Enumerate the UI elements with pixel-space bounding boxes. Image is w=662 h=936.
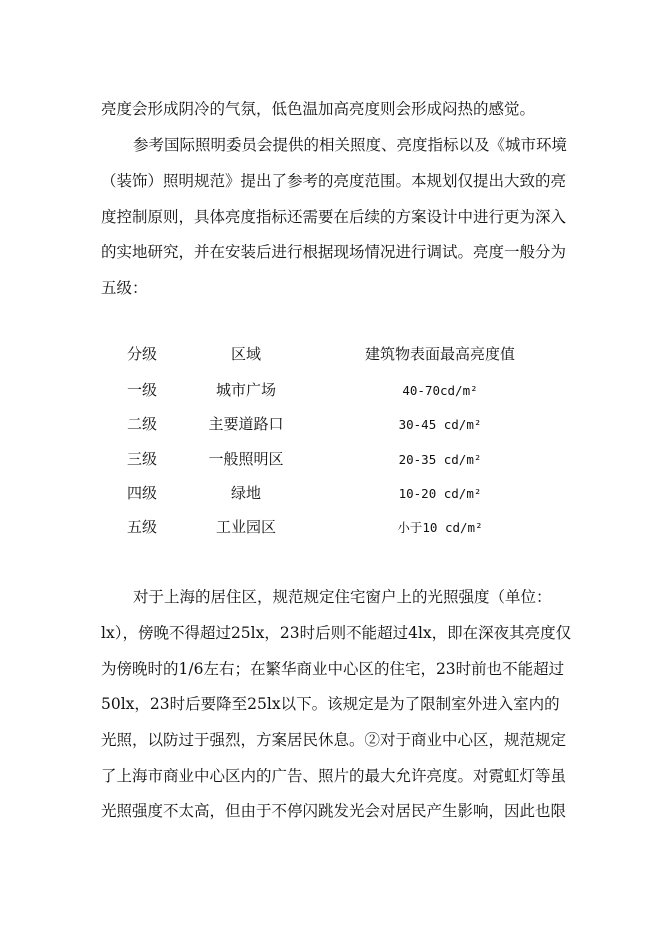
text-line: 对于上海的居住区，规范规定住宅窗户上的光照强度（单位： [133, 588, 552, 606]
text-line: 50lx，23时后要降至25lx以下。该规定是为了限制室外进入室内的 [101, 695, 560, 713]
row-level: 三级 [126, 450, 158, 468]
header-max-brightness: 建筑物表面最高亮度值 [364, 345, 516, 363]
text-line: 度控制原则，具体亮度指标还需要在后续的方案设计中进行更为深入 [101, 208, 567, 226]
text-line: 光照，以防过于强烈，方案居民休息。②对于商业中心区，规范规定 [101, 731, 567, 749]
row-area: 工业园区 [215, 518, 277, 536]
row-value: 20-35 cd/m² [398, 452, 482, 467]
row-level: 二级 [126, 415, 158, 433]
text-line: 了上海市商业中心区内的广告、照片的最大允许亮度。对霓虹灯等虽 [101, 767, 567, 785]
header-level: 分级 [126, 345, 158, 363]
row-value: 小于10 cd/m² [397, 520, 483, 535]
text-line: lx），傍晚不得超过25lx，23时后则不能超过4lx，即在深夜其亮度仅 [101, 624, 572, 642]
row-value: 10-20 cd/m² [398, 486, 482, 501]
row-area: 城市广场 [215, 381, 277, 399]
text-line: 的实地研究，并在安装后进行根据现场情况进行调试。亮度一般分为 [101, 243, 567, 261]
text-line: 亮度会形成阴冷的气氛，低色温加高亮度则会形成闷热的感觉。 [101, 100, 536, 118]
text-line: （装饰）照明规范》提出了参考的亮度范围。本规划仅提出大致的亮 [101, 172, 567, 190]
row-level: 四级 [126, 484, 158, 502]
text-line: 为傍晚时的1/6左右；在繁华商业中心区的住宅，23时前也不能超过 [101, 660, 565, 678]
row-area: 绿地 [230, 484, 262, 502]
header-area: 区域 [230, 345, 262, 363]
row-value: 40-70cd/m² [402, 383, 478, 398]
text-line: 五级： [101, 279, 148, 297]
text-line: 光照强度不太高，但由于不停闪跳发光会对居民产生影响，因此也限 [101, 802, 567, 820]
row-level: 一级 [126, 381, 158, 399]
row-level: 五级 [126, 518, 158, 536]
text-line: 参考国际照明委员会提供的相关照度、亮度指标以及《城市环境 [133, 136, 568, 154]
row-area: 一般照明区 [208, 450, 284, 468]
row-area: 主要道路口 [208, 415, 284, 433]
row-value: 30-45 cd/m² [398, 417, 482, 432]
